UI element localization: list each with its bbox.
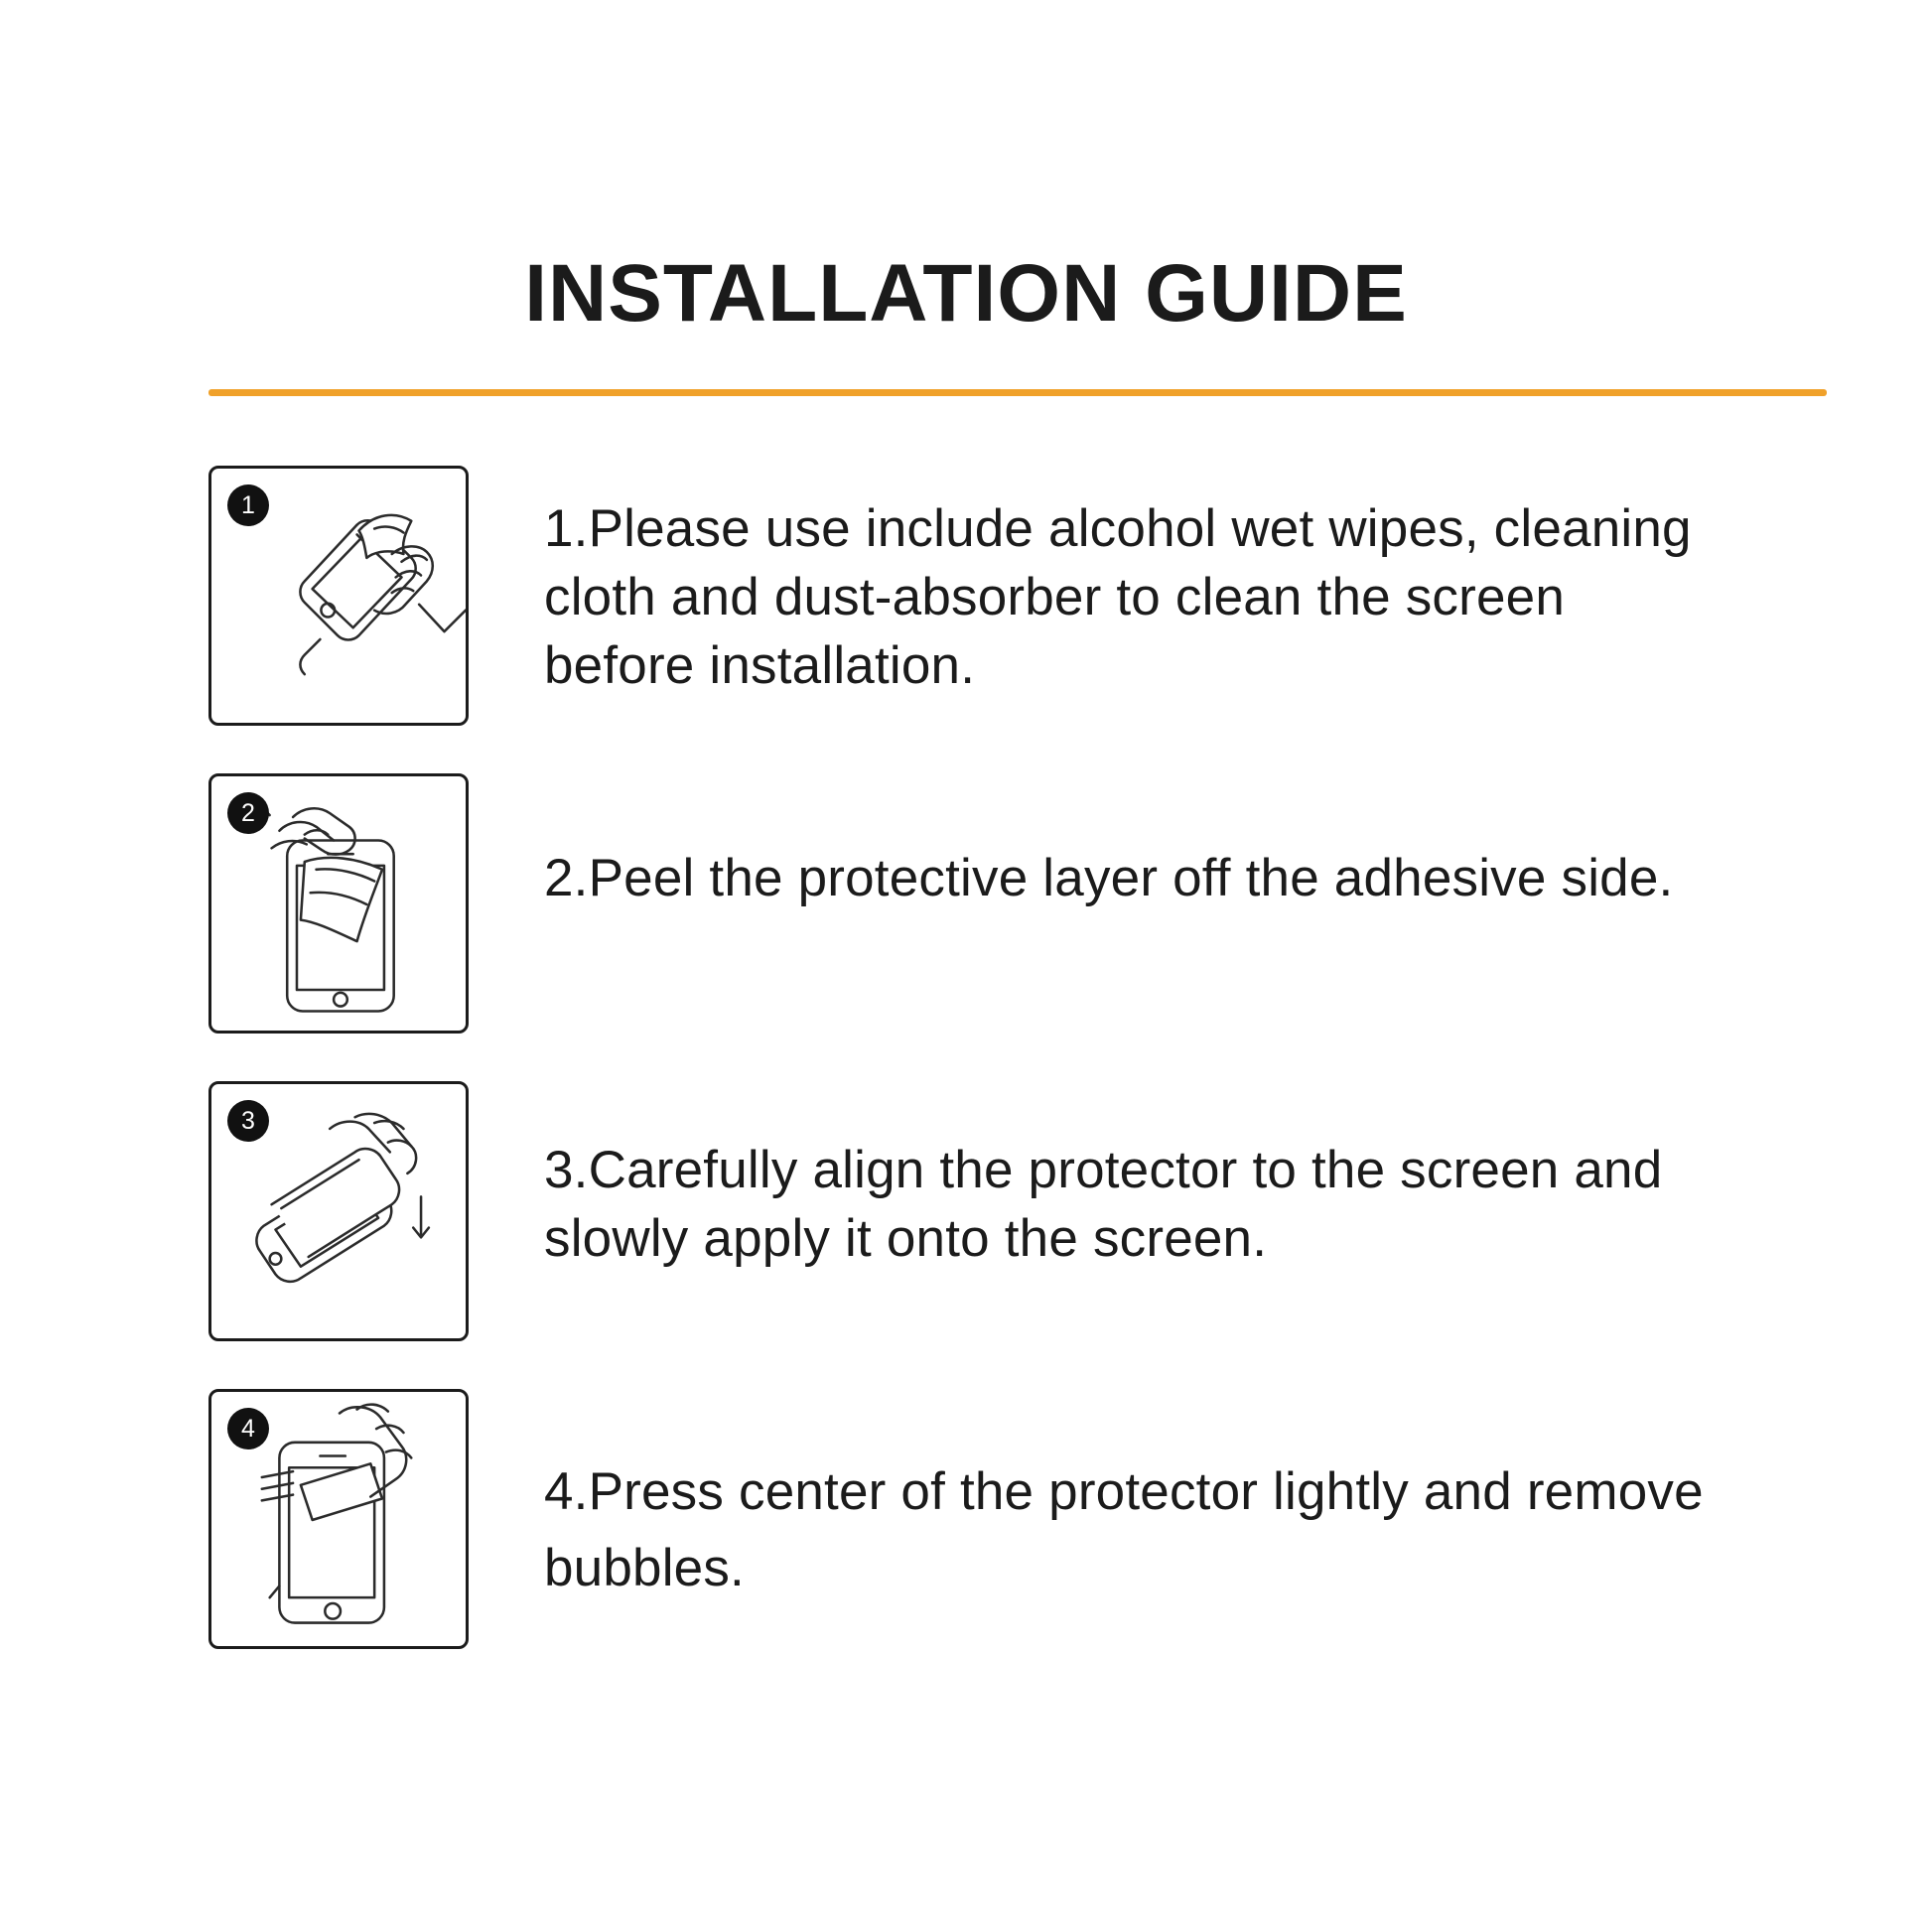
- step-number-badge: 2: [227, 792, 269, 834]
- step-illustration-3: [208, 1081, 469, 1341]
- step-number-badge: 1: [227, 484, 269, 526]
- step-number-badge: 3: [227, 1100, 269, 1142]
- step-number-badge: 4: [227, 1408, 269, 1449]
- step-illustration-4: [208, 1389, 469, 1649]
- title-divider: [208, 389, 1827, 396]
- step-text: 3.Carefully align the protector to the screen and slowly apply it onto the screen.: [544, 1141, 1663, 1268]
- step-text: 2.Peel the protective layer off the adhesive side.: [544, 849, 1674, 907]
- list-item: [208, 773, 1724, 1034]
- step-text: 1.Please use include alcohol wet wipes, cleaning cloth and dust-absorber to clean the screen before installation.: [544, 499, 1692, 695]
- steps-list: [208, 466, 1724, 1649]
- list-item: [208, 1389, 1724, 1649]
- step-illustration-1: [208, 466, 469, 726]
- list-item: [208, 1081, 1724, 1341]
- step-text: 4.Press center of the protector lightly and remove bubbles.: [544, 1462, 1704, 1597]
- list-item: [208, 466, 1724, 726]
- step-illustration-2: [208, 773, 469, 1034]
- page-title: INSTALLATION GUIDE: [524, 248, 1408, 339]
